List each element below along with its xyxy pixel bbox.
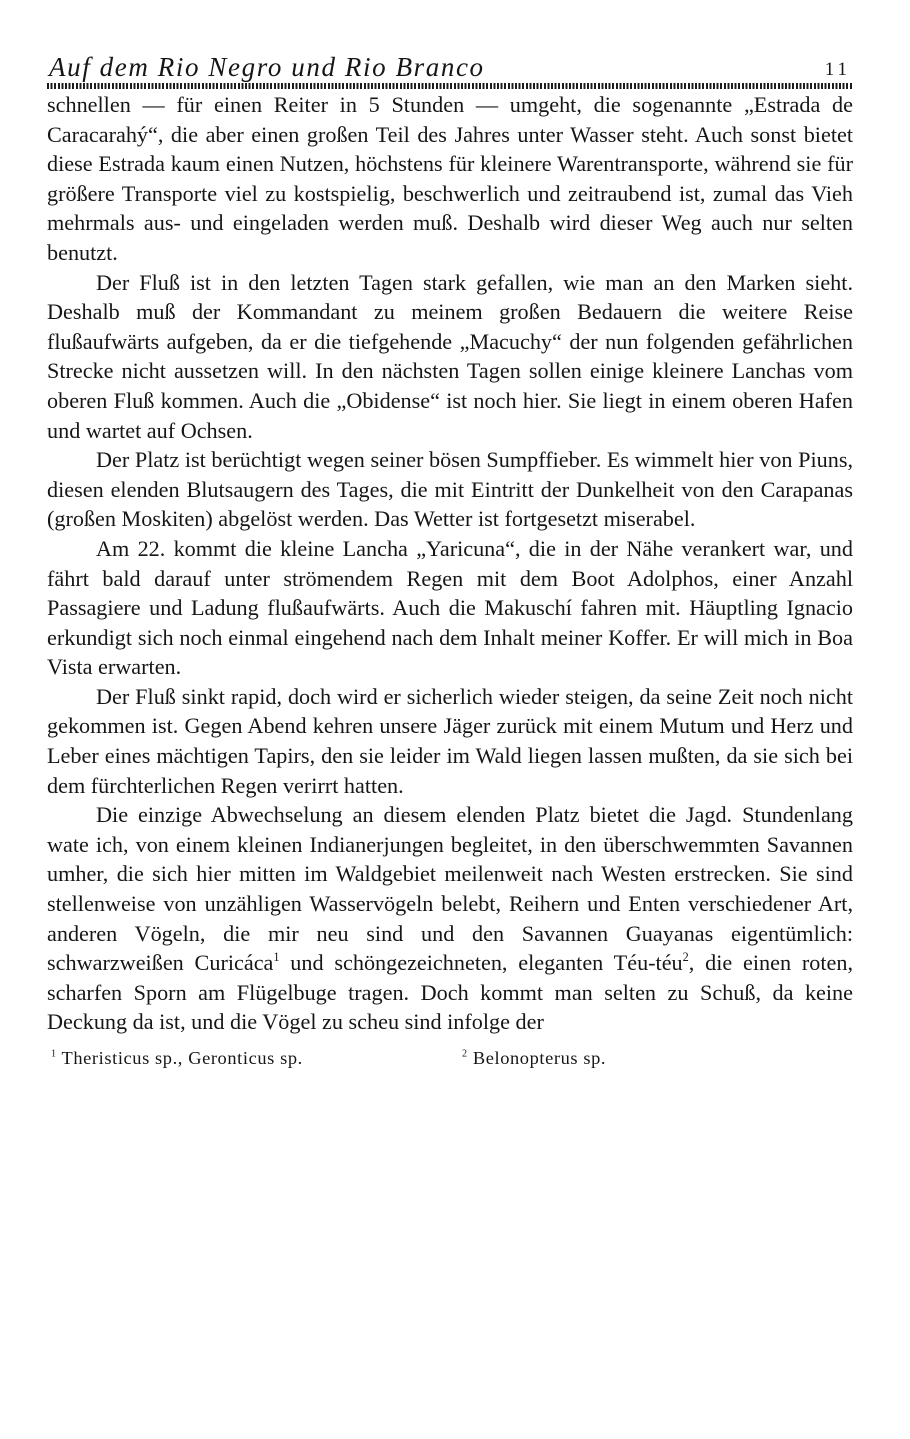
paragraph (47, 800, 853, 1037)
footnotes (47, 1046, 853, 1070)
page-number: 11 (824, 59, 851, 80)
footnote-text: Theristicus sp., Geronticus sp. (61, 1048, 303, 1068)
page-header (47, 50, 853, 90)
footnote (462, 1046, 606, 1070)
paragraph: Der Fluß sinkt rapid, doch wird er sicherlich wieder steigen, da seine Zeit noch nicht gekommen ist. Gegen Abend kehren unsere Jäger zurück mit einem Mutum und Herz und Leber eines mächtigen Tapirs, den sie leider im Wald liegen lassen mußten, da sie sich bei dem fürchterlichen Regen verirrt hatten. (47, 683, 853, 798)
paragraph-text: Die einzige Abwechselung an diesem elenden Platz bietet die Jagd. Stundenlang wate ich, von einem kleinen Indianerjungen begleitet, in den überschwemmten Savannen umher, die sich hier mitten im Waldgebiet meilenweit nach Westen erstrecken. Sie sind stellenweise von unzähligen Wasservögeln belebt, Reihern und Enten verschiedener Art, anderen Vögeln, die mir neu sind und den Savannen Guayanas eigentümlich: schwarzweißen Curicáca (47, 802, 853, 976)
footnote-reference: 1 (273, 950, 280, 965)
footnote-text: Belonopterus sp. (472, 1048, 607, 1068)
paragraph-text: und schöngezeichneten, eleganten Téu-téu (279, 950, 683, 976)
footnote-marker: 1 (51, 1048, 57, 1060)
paragraph: Der Platz ist berüchtigt wegen seiner bösen Sumpffieber. Es wimmelt hier von Piuns, diesen elenden Blutsaugern des Tages, die mit Eintritt der Dunkelheit von den Carapanas (großen Moskiten) abgelöst werden. Das Wetter ist fortgesetzt miserabel. (47, 447, 853, 532)
paragraph-text: , die einen roten, scharfen Sporn am Flügelbuge tragen. Doch kommt man selten zu Schuß, da keine Deckung da ist, und die Vögel zu scheu sind infolge der (47, 950, 853, 1035)
body-text (47, 90, 853, 1037)
book-page (47, 50, 853, 1070)
footnote (51, 1046, 303, 1070)
paragraph: schnellen — für einen Reiter in 5 Stunden — umgeht, die sogenannte „Estrada de Caracarahý“, die aber einen großen Teil des Jahres unter Wasser steht. Auch sonst bietet diese Estrada kaum einen Nutzen, höchstens für kleinere Warentransporte, während sie für größere Transporte viel zu kostspielig, beschwerlich und zeitraubend ist, zumal das Vieh mehrmals aus- und eingeladen werden muß. Deshalb wird dieser Weg auch nur selten benutzt. (47, 92, 853, 265)
footnote-marker: 2 (462, 1048, 468, 1060)
paragraph: Der Fluß ist in den letzten Tagen stark gefallen, wie man an den Marken sieht. Deshalb muß der Kommandant zu meinem großen Bedauern die weitere Reise flußaufwärts aufgeben, da er die tiefgehende „Macuchy“ der nun folgenden gefährlichen Strecke nicht aussetzen will. In den nächsten Tagen sollen einige kleinere Lanchas vom oberen Fluß kommen. Auch die „Obidense“ ist noch hier. Sie liegt in einem oberen Hafen und wartet auf Ochsen. (47, 269, 853, 443)
footnote-reference: 2 (682, 950, 689, 965)
header-rule (47, 83, 853, 89)
paragraph: Am 22. kommt die kleine Lancha „Yaricuna“, die in der Nähe verankert war, und fährt bald darauf unter strömendem Regen mit dem Boot Adolphos, einer Anzahl Passagiere und Ladung flußaufwärts. Auch die Makuschí fahren mit. Häuptling Ignacio erkundigt sich noch einmal eingehend nach dem Inhalt meiner Koffer. Er will mich in Boa Vista erwarten. (47, 535, 853, 680)
running-title: Auf dem Rio Negro und Rio Branco (49, 52, 485, 82)
